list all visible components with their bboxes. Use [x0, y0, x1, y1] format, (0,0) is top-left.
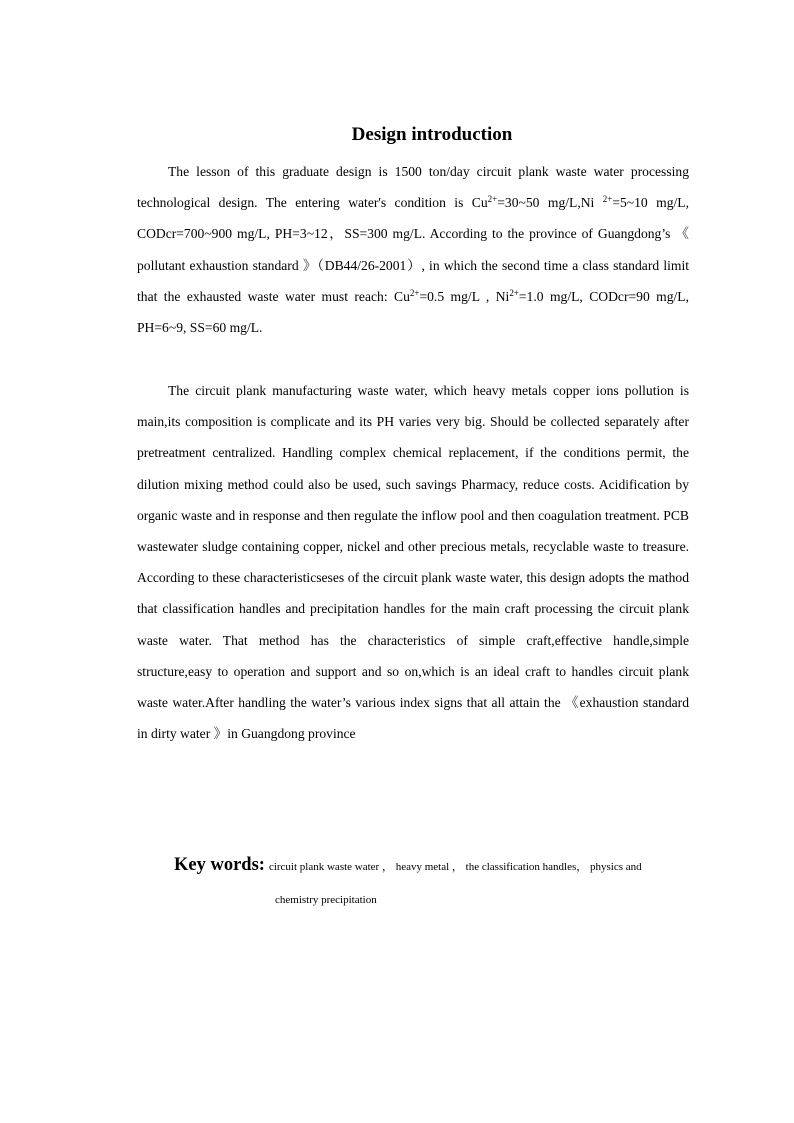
keywords-block	[174, 850, 690, 884]
paragraph-text: =0.5 mg/L , Ni	[419, 288, 510, 304]
keywords-line-2: chemistry precipitation	[275, 894, 377, 906]
superscript: 2+	[509, 287, 519, 298]
superscript: 2+	[409, 287, 420, 298]
superscript: 2+	[487, 194, 498, 205]
document-title: Design introduction	[351, 124, 513, 145]
keywords-label: Key words:	[174, 855, 265, 875]
paragraph-text: The lesson of this graduate design is 1500 ton/day circuit plank waste water processing technological design. The entering water's condition is Cu	[137, 164, 689, 211]
keywords-line-1: circuit plank waste water ， heavy metal ， the classification handles， physics and	[268, 861, 642, 873]
paragraph-text: =5~10 mg/L, CODcr=700~900 mg/L, PH=3~12，SS=300 mg/L. According to the province of Guangdong’s 《 pollutant exhaustion standard 》（DB44/26-2001）, in which the second time a class standard limit that the exhausted waste water must reach: Cu	[137, 195, 689, 304]
paragraph-method-description: The circuit plank manufacturing waste water, which heavy metals copper ions pollution is main,its composition is complicate and its PH varies very big. Should be collected separately after pretreatment centralized. Handling complex chemical replacement, if the conditions permit, the dilution mixing method could also be used, such savings Pharmacy, reduce costs. Acidification by organic waste and in response and then regulate the inflow pool and then coagulation treatment. PCB wastewater sludge containing copper, nickel and other precious metals, recyclable waste to treasure. According to these characteristicseses of the circuit plank waste water, this design adopts the mathod that classification handles and precipitation handles for the main craft processing the circuit plank waste water. That method has the characteristics of simple craft,effective handle,simple structure,easy to operation and support and so on,which is an ideal craft to handles circuit plank waste water.After handling the water’s various index signs that all attain the 《exhaustion standard in dirty water 》in Guangdong province	[137, 383, 689, 742]
superscript: 2+	[602, 194, 613, 205]
paragraph-text: =1.0 mg/L, CODcr=90 mg/L, PH=6~9, SS=60 mg/L.	[137, 288, 690, 336]
paragraph-text: =30~50 mg/L,Ni	[497, 195, 603, 211]
paragraph-design-summary	[137, 156, 689, 343]
